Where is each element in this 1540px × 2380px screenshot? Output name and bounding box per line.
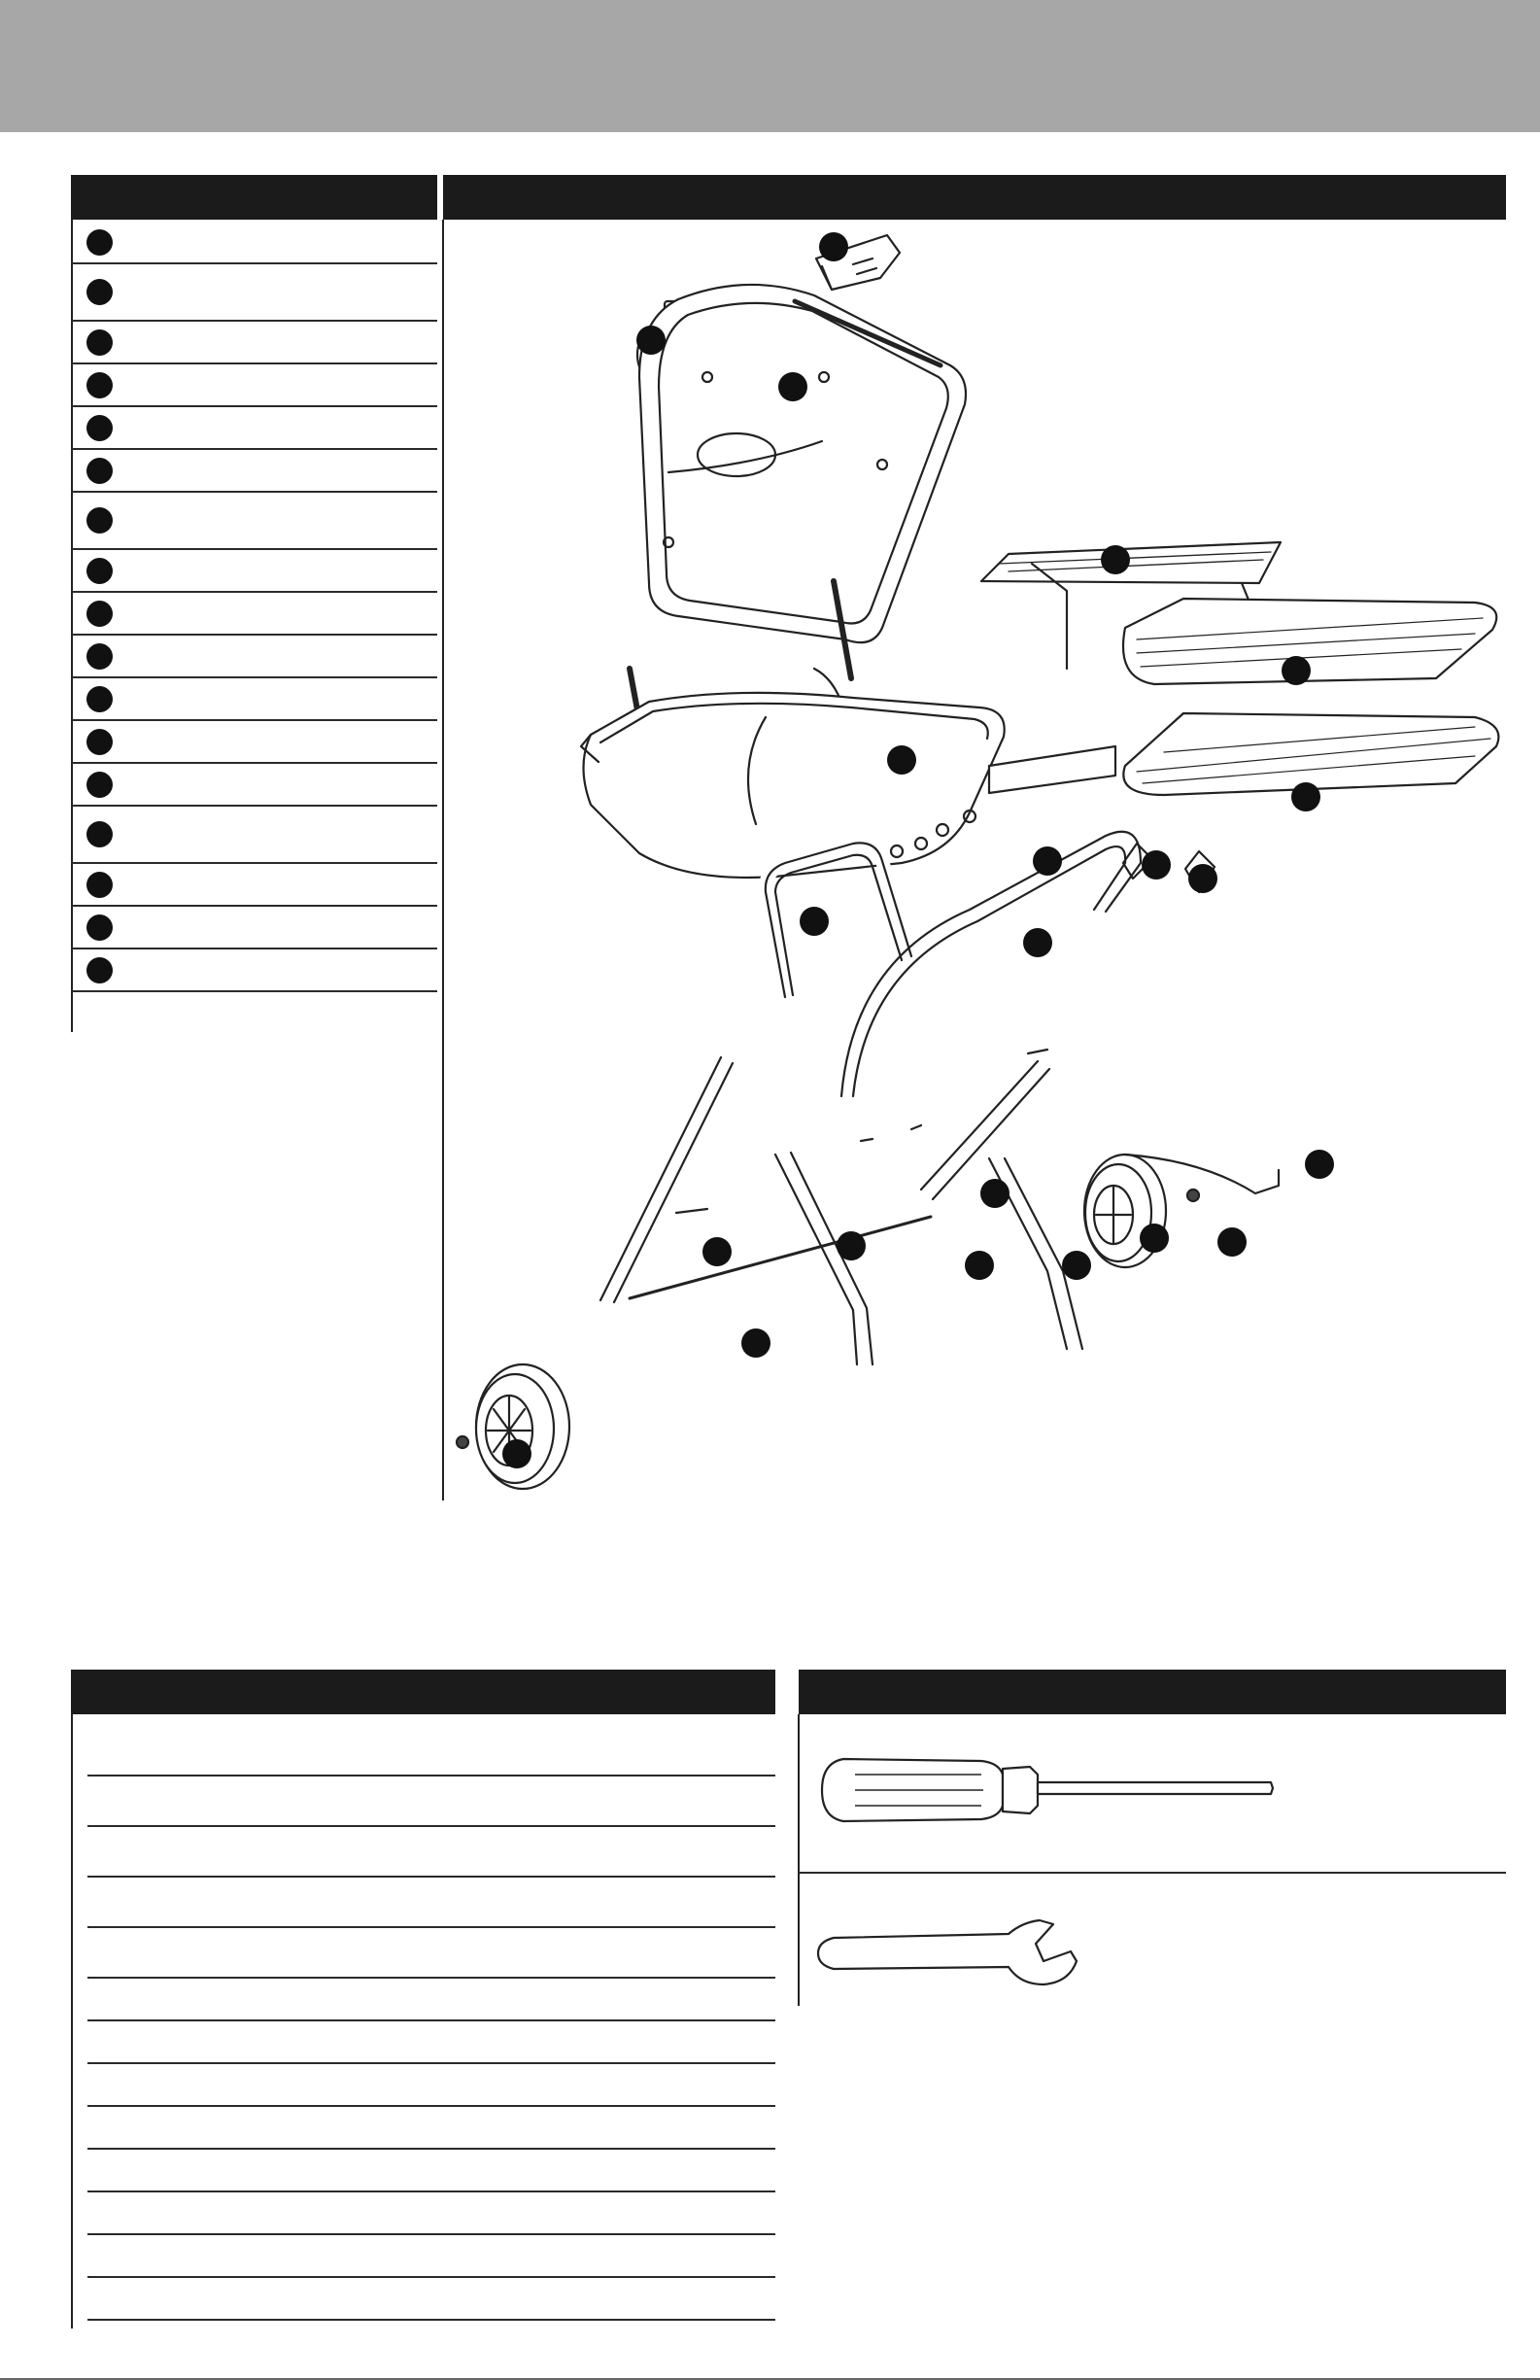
parts-list-row — [71, 593, 437, 636]
tools-table-divider — [799, 1872, 1506, 1874]
callout-marker — [502, 1439, 531, 1468]
callout-marker — [1291, 782, 1320, 811]
grill-lid-part — [639, 285, 966, 642]
hardware-row — [87, 2064, 775, 2107]
part-number-marker — [86, 957, 113, 983]
tools-table-header — [799, 1670, 1506, 1714]
part-number-marker — [86, 372, 113, 398]
parts-list-header — [71, 175, 437, 220]
callout-marker — [1023, 928, 1052, 957]
part-number-marker — [86, 729, 113, 755]
page-header-band — [0, 0, 1540, 132]
callout-marker — [778, 372, 807, 401]
parts-list-row — [71, 864, 437, 907]
hardware-row — [87, 1979, 775, 2021]
left-wheel-part — [476, 1364, 569, 1489]
grill-bowl-part — [581, 693, 1005, 878]
part-number-marker — [86, 872, 113, 898]
callout-marker — [1033, 846, 1062, 876]
parts-list-row — [71, 493, 437, 550]
part-number-marker — [86, 686, 113, 712]
parts-list-row — [71, 550, 437, 593]
callout-marker — [702, 1237, 732, 1266]
callout-marker — [741, 1328, 770, 1358]
hardware-row — [87, 1878, 775, 1928]
hardware-row — [87, 2192, 775, 2235]
parts-list-row — [71, 322, 437, 364]
callout-marker — [1305, 1150, 1334, 1179]
parts-list-row — [71, 222, 437, 264]
parts-list-row — [71, 807, 437, 864]
part-number-marker — [86, 279, 113, 305]
callout-marker — [1142, 850, 1171, 880]
callout-marker — [837, 1231, 866, 1260]
parts-list-row — [71, 764, 437, 807]
part-number-marker — [86, 458, 113, 484]
callout-marker — [1188, 864, 1217, 893]
callout-marker — [1062, 1251, 1091, 1280]
part-number-marker — [86, 229, 113, 256]
parts-list-row — [71, 636, 437, 678]
parts-list-row — [71, 450, 437, 493]
charcoal-grate-part — [1123, 713, 1498, 795]
wrench-icon — [814, 1914, 1106, 2002]
part-number-marker — [86, 415, 113, 441]
ash-bracket-part — [989, 746, 1115, 793]
lower-leg-part — [600, 1057, 1082, 1364]
screwdriver-icon — [816, 1749, 1283, 1831]
hardware-row — [87, 1827, 775, 1878]
callout-marker — [819, 232, 848, 261]
diagram-left-border — [442, 220, 444, 1500]
hardware-table-header — [71, 1670, 775, 1714]
hardware-row — [87, 1928, 775, 1979]
hardware-row — [87, 2278, 775, 2321]
part-number-marker — [86, 507, 113, 534]
parts-list-row — [71, 407, 437, 450]
parts-list-row — [71, 949, 437, 992]
parts-list-row — [71, 364, 437, 407]
callout-marker — [1140, 1224, 1169, 1253]
part-number-marker — [86, 772, 113, 798]
callout-marker — [800, 907, 829, 936]
parts-list-row — [71, 721, 437, 764]
callout-marker — [1282, 656, 1311, 685]
part-number-marker — [86, 329, 113, 356]
hardware-row — [87, 1732, 775, 1776]
parts-list-row — [71, 678, 437, 721]
hardware-table-left-border — [71, 1714, 73, 2328]
axle-rod-part — [630, 1217, 931, 1298]
hardware-list — [87, 1732, 775, 2321]
callout-marker — [636, 326, 666, 355]
grill-exploded-diagram — [445, 222, 1506, 1500]
part-number-marker — [86, 821, 113, 847]
hardware-row — [87, 2150, 775, 2192]
hardware-row — [87, 1776, 775, 1827]
hardware-row — [87, 2021, 775, 2064]
callout-marker — [887, 745, 916, 775]
part-number-marker — [86, 558, 113, 584]
part-number-marker — [86, 914, 113, 941]
part-number-marker — [86, 643, 113, 670]
hardware-row — [87, 2107, 775, 2150]
hardware-row — [87, 2235, 775, 2278]
callout-marker — [1101, 545, 1130, 574]
parts-list-row — [71, 907, 437, 949]
callout-marker — [1217, 1227, 1247, 1257]
parts-list — [71, 222, 437, 992]
diagram-header — [443, 175, 1506, 220]
parts-list-row — [71, 264, 437, 322]
callout-marker — [980, 1179, 1010, 1208]
part-number-marker — [86, 601, 113, 627]
tools-table-left-border — [798, 1714, 800, 2006]
callout-marker — [965, 1251, 994, 1280]
